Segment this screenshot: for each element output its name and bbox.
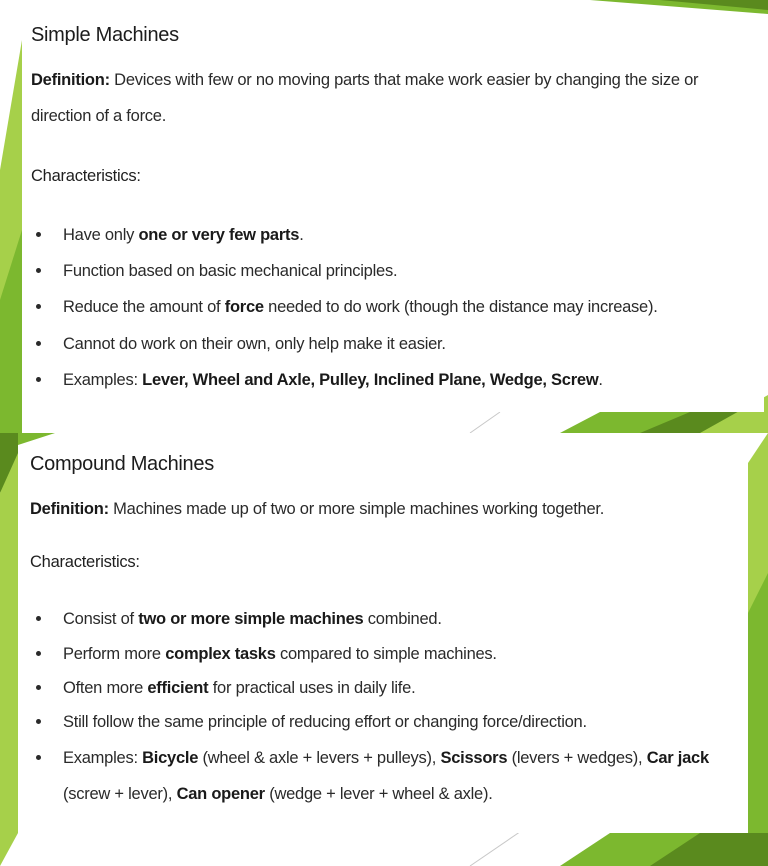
bullet-icon [36,651,41,656]
definition-paragraph [30,491,745,527]
characteristics-label: Characteristics: [30,553,140,571]
section-title: Compound Machines [30,453,214,475]
bullet-icon [36,616,41,621]
definition-label: Definition: [30,500,109,518]
bullet-icon [36,719,41,724]
characteristics-label: Characteristics: [31,167,141,185]
content-card: Compound Machines Definition: Machines made up of two or more simple machines working together. Characteristics: Consist of two or more simple machines combined. Perform more complex tasks compared to simple machines. Often more efficient for practical uses in daily life. Still follow the same principle of reducing effort or changing force/direction. Examples: Bicycle (wheel & axle + levers + pulleys), Scissors (levers + wedges), Car jack (screw + lever), Can opener (wedge + lever + wheel & axle). [18,445,748,833]
slide-compound-machines [0,433,768,866]
bullet-icon [36,232,41,237]
content-card: Simple Machines Definition: Devices with few or no moving parts that make work easier by changing the size or direction of a force. Characteristics: Have only one or very few parts. Function based on basic mechanical principles. Reduce the amount of force needed to do work (though the distance may increase). Cannot do work on their own, only help make it easier. Examples: Lever, Wheel and Axle, Pulley, Inclined Plane, Wedge, Screw. [22,14,764,412]
bullet-icon [36,377,41,382]
bullet-icon [36,341,41,346]
definition-text: Machines made up of two or more simple machines working together. [108,500,605,518]
bullet-icon [36,755,41,760]
section-title: Simple Machines [31,24,179,46]
bullet-icon [36,685,41,690]
list-item-examples: Examples: Bicycle (wheel & axle + levers + pulleys), Scissors (levers + wedges), Car jack (screw + lever), Can opener (wedge + lever + wheel & axle). [36,740,736,812]
definition-text: Devices with few or no moving parts that make work easier by changing the size or direction of a force. [31,71,699,125]
bullet-icon [36,304,41,309]
bullet-icon [36,268,41,273]
definition-paragraph [31,62,759,134]
definition-label: Definition: [31,71,110,89]
